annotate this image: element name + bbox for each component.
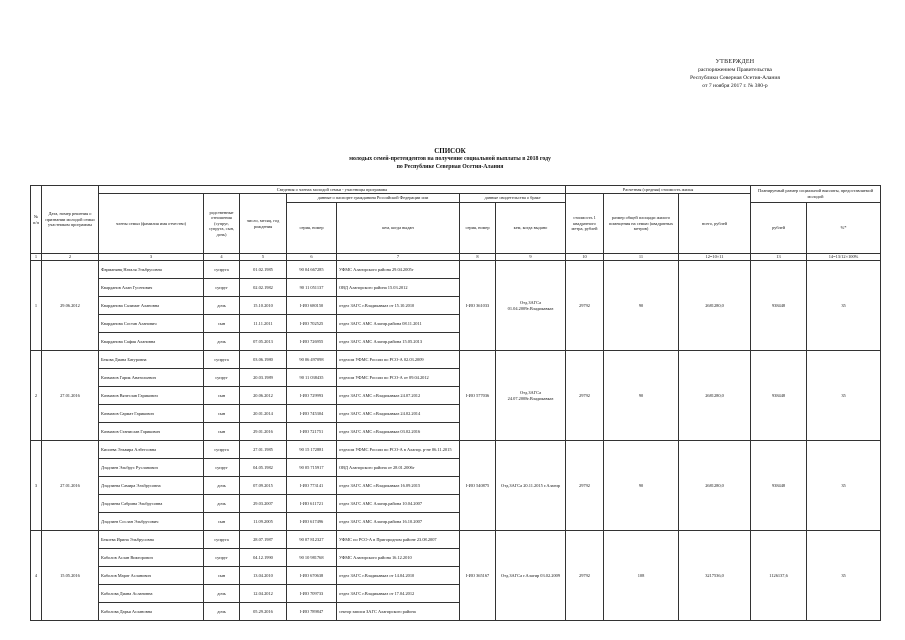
member-name: Дзадзиев Сослан Эльбрусович (99, 513, 204, 531)
member-document-issued: отдел ЗАГС г.Владикавказ от 15.10.2010 (337, 297, 460, 315)
member-document-number: I-ИО 702525 (287, 315, 337, 333)
payment-rubles: 938448 (751, 261, 807, 351)
column-number: 9 (496, 254, 566, 261)
marriage-certificate-number: I-ИО 577036 (460, 351, 496, 441)
family-group (31, 531, 881, 621)
member-name: Кисиева Эльвира Албегсовна (99, 441, 204, 459)
column-number: 5 (240, 254, 287, 261)
family-group (31, 261, 881, 351)
member-name: Каболов Аслан Викторович (99, 549, 204, 567)
table-row (31, 351, 881, 369)
member-document-issued: отдел ЗАГС АМС Алагир.района 08.11.2011 (337, 315, 460, 333)
member-birth-date: 27.01.1985 (240, 441, 287, 459)
total-cost: 2681280,0 (679, 261, 751, 351)
member-name: Дзадзиева Сабрина Эльбрусовна (99, 495, 204, 513)
member-relation: дочь (204, 585, 240, 603)
member-relation: сын (204, 567, 240, 585)
member-birth-date: 07.09.2015 (240, 477, 287, 495)
family-group (31, 441, 881, 531)
member-document-number: I-ИО 709733 (287, 585, 337, 603)
approval-block (660, 58, 810, 90)
marriage-certificate-number: I-ИО 361033 (460, 261, 496, 351)
housing-area: 90 (604, 351, 679, 441)
member-birth-date: 15.10.2010 (240, 297, 287, 315)
header-marriage-issued: кем, когда выдано (496, 203, 566, 254)
member-name: Кварданова Состав Аланович (99, 315, 204, 333)
member-relation: супруга (204, 351, 240, 369)
column-number: 6 (287, 254, 337, 261)
approval-line: от 7 ноября 2017 г. № 380-р (702, 83, 768, 89)
member-name: Качмазов Сармат Гарикович (99, 405, 204, 423)
marriage-certificate-number: I-ИО 365167 (460, 531, 496, 621)
header-relation: родственные отношения (супруг, супруга, сын, дочь) (204, 194, 240, 254)
family-num: 2 (31, 351, 42, 441)
family-num: 4 (31, 531, 42, 621)
header-passport-issued: кем, когда выдан (337, 203, 460, 254)
family-decision-date: 27.01.2016 (42, 351, 99, 441)
member-document-number: I-ИО 680150 (287, 297, 337, 315)
housing-area: 90 (604, 441, 679, 531)
member-birth-date: 20.01.2014 (240, 405, 287, 423)
family-group (31, 351, 881, 441)
member-relation: супруга (204, 531, 240, 549)
member-name: Кварданов Алан Гусенович (99, 279, 204, 297)
member-birth-date: 02.02.1982 (240, 279, 287, 297)
member-document-issued: УФМС по РСО-А в Пригородном районе 23.08.2007 (337, 531, 460, 549)
payment-rubles: 938448 (751, 441, 807, 531)
header-cost-group: Расчетная (средняя) стоимость жилья (566, 186, 751, 194)
marriage-certificate-issued: Отд.ЗАГСа 24.07.2008г.Владикавказ (496, 351, 566, 441)
column-number-row (31, 254, 881, 261)
member-relation: сын (204, 315, 240, 333)
member-document-issued: ОВД Алагирского района от 28.01.2006г (337, 459, 460, 477)
member-relation: супруга (204, 261, 240, 279)
column-number: 11 (604, 254, 679, 261)
sqm-cost: 29792 (566, 441, 604, 531)
member-birth-date: 11.09.2005 (240, 513, 287, 531)
member-document-number: 90 04 667285 (287, 261, 337, 279)
member-document-number: 90 05 715917 (287, 459, 337, 477)
member-name: Дзадзиева Самира Эльбрусовна (99, 477, 204, 495)
approval-line: Республики Северная Осетия-Алания (690, 75, 780, 81)
header-marriage-group: данные свидетельства о браке (460, 194, 566, 203)
member-birth-date: 05.29.2016 (240, 603, 287, 621)
member-relation: сын (204, 405, 240, 423)
marriage-certificate-issued: Отд.ЗАГСа 01.04.2009г.Владикавказ (496, 261, 566, 351)
payment-percent: 35 (807, 351, 881, 441)
approval-line: распоряжением Правительства (698, 67, 772, 73)
sqm-cost: 29792 (566, 531, 604, 621)
member-relation: дочь (204, 603, 240, 621)
header-rubles: рублей (751, 203, 807, 254)
member-document-issued: УФМС Алагирского района 16.12.2010 (337, 549, 460, 567)
payment-percent: 35 (807, 441, 881, 531)
member-document-number: I-ИО 729993 (287, 387, 337, 405)
member-birth-date: 20.03.1989 (240, 369, 287, 387)
header-area: размер общей площади жилого помещения на семью (квадратных метров) (604, 194, 679, 254)
member-document-number: 90 15 172881 (287, 441, 337, 459)
header-payment-group: Планируемый размер социальной выплаты, предоставляемой молодой (751, 186, 881, 203)
table-row (31, 261, 881, 279)
member-document-issued: отдел ЗАГС АМС Алагир.района 10.04.2007 (337, 495, 460, 513)
member-name: Качмазов Гарик Анатольевич (99, 369, 204, 387)
member-document-issued: УФМС Алагирского района 29.04.2005г (337, 261, 460, 279)
member-document-number: I-ИО 726955 (287, 333, 337, 351)
marriage-certificate-issued: Отд.ЗАГСа г.Алагир 03.02.2009 (496, 531, 566, 621)
payment-percent: 35 (807, 531, 881, 621)
column-number: 8 (460, 254, 496, 261)
document-title: СПИСОК (434, 147, 466, 155)
column-number: 13 (751, 254, 807, 261)
member-document-number: I-ИО 789847 (287, 603, 337, 621)
member-relation: дочь (204, 495, 240, 513)
header-total-cost: всего, рублей (679, 194, 751, 254)
member-relation: супруг (204, 549, 240, 567)
member-birth-date: 29.03.2007 (240, 495, 287, 513)
header-passport-group: данные о паспорте гражданина Российской Федерации или (287, 194, 460, 203)
family-num: 3 (31, 441, 42, 531)
member-birth-date: 01.02.1985 (240, 261, 287, 279)
member-birth-date: 12.04.2012 (240, 585, 287, 603)
member-name: Каболова Диана Аслановна (99, 585, 204, 603)
member-document-issued: отдел ЗАГС г.Владикавказ от 17.04.2012 (337, 585, 460, 603)
member-document-issued: отдел ЗАГС АМС г.Владикавказ 24.02.2014 (337, 405, 460, 423)
approval-title: УТВЕРЖДЕН (715, 59, 755, 65)
member-relation: супруга (204, 441, 240, 459)
family-decision-date: 29.06.2012 (42, 261, 99, 351)
member-relation: сын (204, 513, 240, 531)
member-birth-date: 28.07.1987 (240, 531, 287, 549)
member-document-number: I-ИО 617496 (287, 513, 337, 531)
member-document-issued: отдел ЗАГС АМС г.Владикавказ 03.02.2016 (337, 423, 460, 441)
member-relation: дочь (204, 477, 240, 495)
payment-percent: 35 (807, 261, 881, 351)
member-birth-date: 07.05.2013 (240, 333, 287, 351)
member-document-number: 90 06 497098 (287, 351, 337, 369)
member-document-issued: отдел ЗАГС АМС г.Владикавказ 16.09.2015 (337, 477, 460, 495)
member-relation: сын (204, 387, 240, 405)
member-name: Качмазов Вячеслав Гарикович (99, 387, 204, 405)
member-document-issued: отделом УФМС России по РСО-А в Алагир. р-не 06.11.2015 (337, 441, 460, 459)
member-name: Бекоева Ирина Эльбрусовна (99, 531, 204, 549)
header-marriage-series: серия, номер (460, 203, 496, 254)
member-birth-date: 04.05.1982 (240, 459, 287, 477)
member-document-number: I-ИО 745304 (287, 405, 337, 423)
member-name: Бекова Диана Батуровна (99, 351, 204, 369)
member-document-number: 90 10 981768 (287, 549, 337, 567)
header-passport-series: серия, номер (287, 203, 337, 254)
document-subtitle: молодых семей-претендентов на получение социальной выплаты в 2018 году (349, 156, 551, 162)
total-cost: 3217536,0 (679, 531, 751, 621)
header-date: Дата, номер решения о признании молодой семьи участником программы (42, 186, 99, 254)
member-relation: супруг (204, 459, 240, 477)
member-name: Дзадзиев Эльбрус Русланович (99, 459, 204, 477)
member-document-issued: отделом УФМС России по РСО-А от 09.04.2012 (337, 369, 460, 387)
member-document-number: 90 11 051137 (287, 279, 337, 297)
table-row (31, 531, 881, 549)
member-name: Кварданова Сафия Алановна (99, 333, 204, 351)
member-relation: супруг (204, 369, 240, 387)
member-document-issued: отдел ЗАГС АМС г.Владикавказ 24.07.2012 (337, 387, 460, 405)
member-name: Кварданова Салимат Алановна (99, 297, 204, 315)
member-document-number: I-ИО 670638 (287, 567, 337, 585)
member-birth-date: 04.12.1990 (240, 549, 287, 567)
member-birth-date: 11.11.2011 (240, 315, 287, 333)
member-relation: супруг (204, 279, 240, 297)
payment-rubles: 1126137,6 (751, 531, 807, 621)
member-birth-date: 03.06.1980 (240, 351, 287, 369)
member-relation: сын (204, 423, 240, 441)
member-name: Качмазов Станислав Гарикович (99, 423, 204, 441)
header-sqm-cost: стоимость 1 квадратного метра, рублей (566, 194, 604, 254)
member-relation: дочь (204, 333, 240, 351)
member-document-number: I-ИО 611721 (287, 495, 337, 513)
document-title-block (250, 147, 650, 171)
column-number: 7 (337, 254, 460, 261)
header-birth: число, месяц, год рождения (240, 194, 287, 254)
column-number: 14=13/12×100% (807, 254, 881, 261)
column-number: 2 (42, 254, 99, 261)
table-row (31, 441, 881, 459)
family-decision-date: 27.01.2016 (42, 441, 99, 531)
family-num: 1 (31, 261, 42, 351)
header-num: № п/п (31, 186, 42, 254)
housing-area: 108 (604, 531, 679, 621)
member-birth-date: 20.06.2012 (240, 387, 287, 405)
total-cost: 2681280,0 (679, 351, 751, 441)
member-document-issued: отдел ЗАГС АМС Алагир.района 15.05.2013 (337, 333, 460, 351)
housing-area: 90 (604, 261, 679, 351)
header-family-group: Сведения о членах молодой семьи - участницы программы (99, 186, 566, 194)
member-document-issued: отдел ЗАГС г.Владикавказ от 14.04.2010 (337, 567, 460, 585)
family-decision-date: 15.05.2016 (42, 531, 99, 621)
total-cost: 2681280,0 (679, 441, 751, 531)
member-birth-date: 13.04.2010 (240, 567, 287, 585)
header-percent: %* (807, 203, 881, 254)
column-number: 10 (566, 254, 604, 261)
families-table (30, 185, 881, 621)
column-number: 12=10×11 (679, 254, 751, 261)
member-document-number: 90 11 038435 (287, 369, 337, 387)
header-member: члены семьи (фамилия имя отчество) (99, 194, 204, 254)
member-name: Каболов Марат Асланович (99, 567, 204, 585)
payment-rubles: 938448 (751, 351, 807, 441)
member-birth-date: 29.01.2016 (240, 423, 287, 441)
column-number: 4 (204, 254, 240, 261)
member-document-issued: отделом УФМС России по РСО-А 02.03.2009 (337, 351, 460, 369)
sqm-cost: 29792 (566, 351, 604, 441)
member-document-number: 90 07 812327 (287, 531, 337, 549)
member-name: Фарманянц Наталя Эльбрусовна (99, 261, 204, 279)
sqm-cost: 29792 (566, 261, 604, 351)
member-relation: дочь (204, 297, 240, 315)
marriage-certificate-issued: Отд.ЗАГСа 20.11.2015 г.Алагир (496, 441, 566, 531)
member-document-number: I-ИО 773141 (287, 477, 337, 495)
document-subtitle: по Республике Северная Осетия-Алания (396, 164, 504, 170)
column-number: 1 (31, 254, 42, 261)
member-document-issued: ОВД Алагирского района 15.03.2012 (337, 279, 460, 297)
marriage-certificate-number: I-ИО 540875 (460, 441, 496, 531)
member-document-issued: отдел ЗАГС АМС Алагир.района 16.10.2007 (337, 513, 460, 531)
member-document-issued: сектор записи ЗАГС Алагирского района (337, 603, 460, 621)
column-number: 3 (99, 254, 204, 261)
member-name: Каболова Дарья Аслановна (99, 603, 204, 621)
member-document-number: I-ИО 721751 (287, 423, 337, 441)
